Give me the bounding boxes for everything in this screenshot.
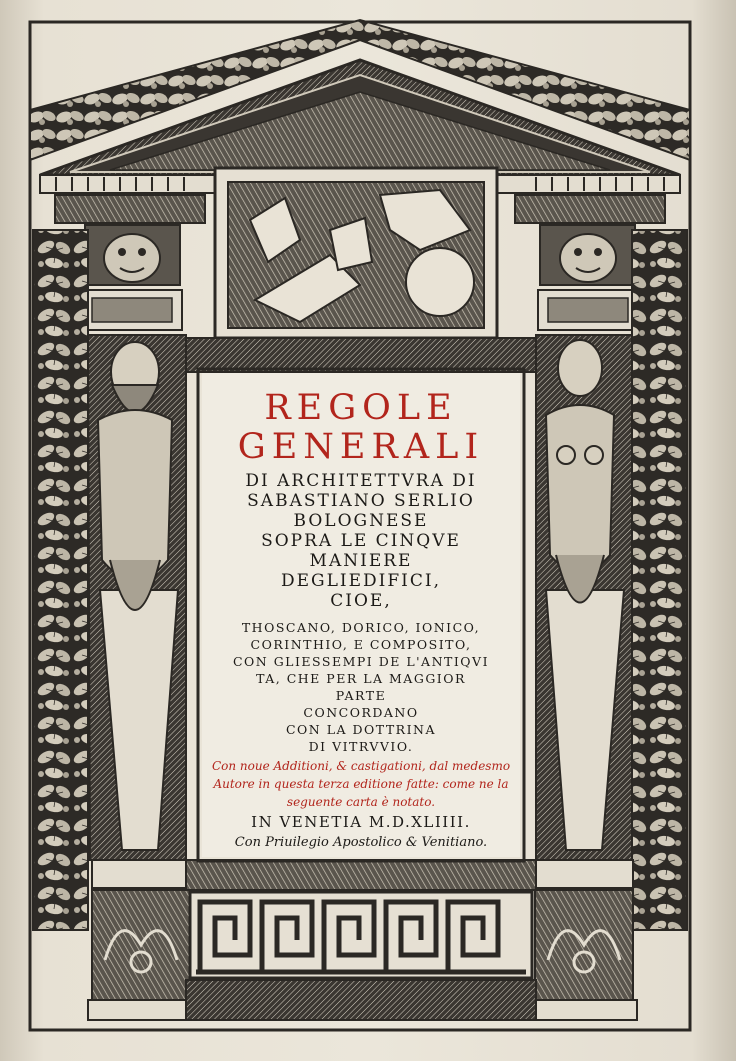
left-mask-ornament — [104, 234, 160, 282]
title-line-2: GENERALI — [237, 427, 485, 467]
orders-line: DI VITRVVIO. — [308, 739, 414, 754]
orders-line: CON LA DOTTRINA — [285, 722, 436, 737]
orders-line: CON GLIESSEMPI DE L'ANTIQVI — [232, 654, 490, 669]
right-mask-ornament — [560, 234, 616, 282]
orders-line: PARTE — [335, 688, 387, 703]
title-panel — [202, 373, 520, 857]
subtitle-line: DEGLIEDIFICI, — [280, 571, 442, 591]
subtitle-line: SABASTIANO SERLIO — [247, 491, 475, 511]
privilege-line: Con Priuilegio Apostolico & Venitiano. — [234, 835, 488, 850]
orders-line: THOSCANO, DORICO, IONICO, — [241, 620, 481, 635]
orders-line: TA, CHE PER LA MAGGIOR — [256, 671, 466, 686]
subtitle-line: BOLOGNESE — [293, 511, 429, 531]
subtitle-line: MANIERE — [309, 551, 413, 571]
additions-line: Con noue Additioni, & castigationi, dal medesmo — [211, 759, 511, 773]
title-line-1: REGOLE — [264, 388, 458, 428]
imprint: IN VENETIA M.D.XLIIII. — [251, 813, 471, 831]
additions-line: seguente carta è notato. — [286, 795, 436, 809]
orders-line: CONCORDANO — [303, 705, 419, 720]
additions-line: Autore in questa terza editione fatte: come ne la — [213, 777, 509, 791]
subtitle-line: DI ARCHITETTVRA DI — [245, 471, 477, 491]
subtitle-line: SOPRA LE CINQVE — [261, 531, 461, 551]
orders-line: CORINTHIO, E COMPOSITO, — [250, 637, 472, 652]
subtitle-line: CIOE, — [330, 591, 392, 611]
